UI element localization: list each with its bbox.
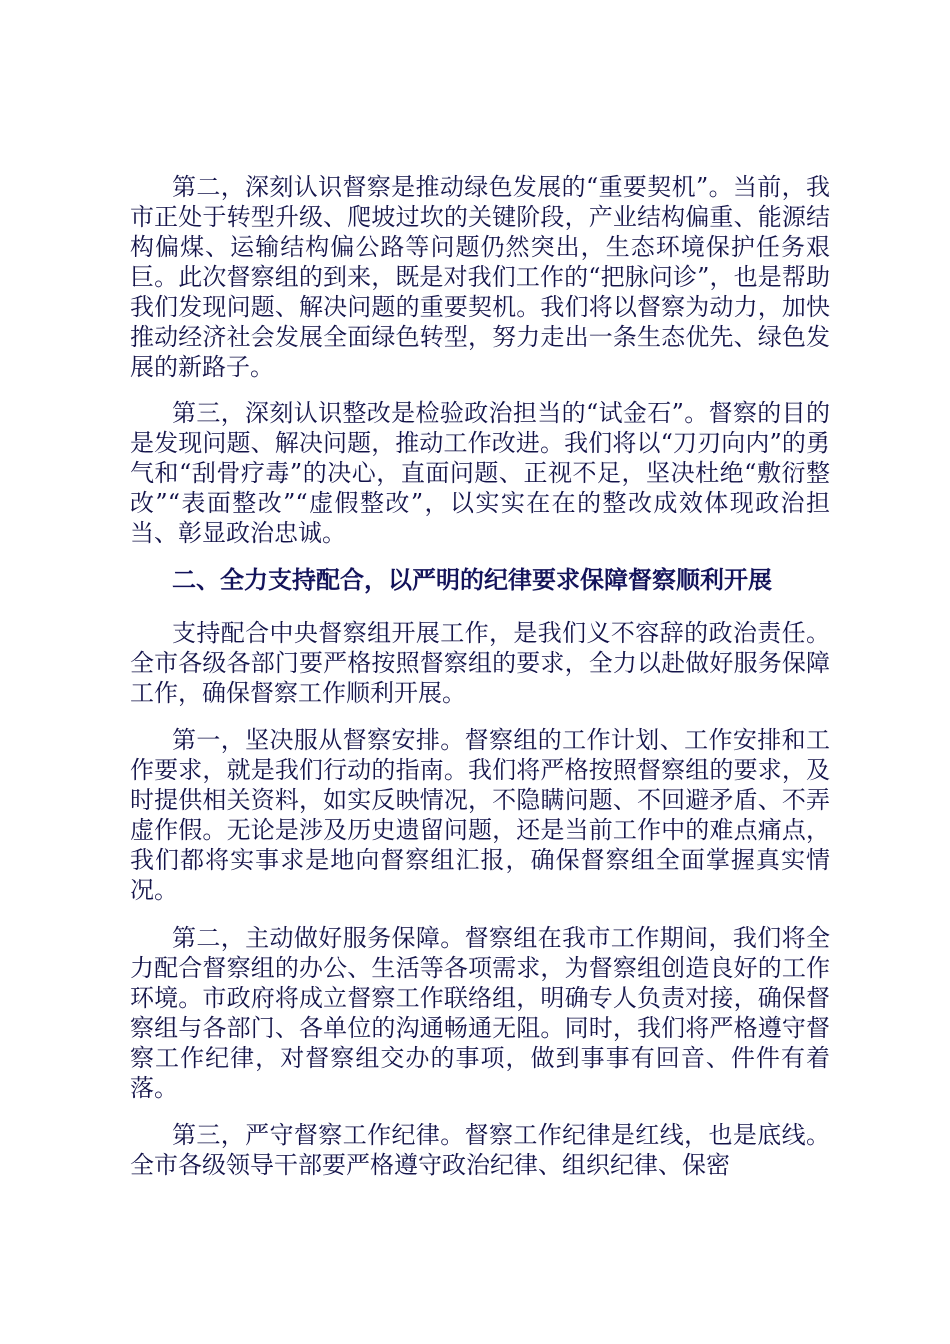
paragraph-rectification: 第三，深刻认识整改是检验政治担当的“试金石”。督察的目的是发现问题、解决问题，推动工作改进。我们将以“刀刃向内”的勇气和“刮骨疗毒”的决心，直面问题、正视不足，坚决杜绝“敷衍整改”“表面整改”“虚假整改”，以实实在在的整改成效体现政治担当、彰显政治忠诚。 <box>130 399 830 547</box>
paragraph-green-development: 第二，深刻认识督察是推动绿色发展的“重要契机”。当前，我市正处于转型升级、爬坡过坎的关键阶段，产业结构偏重、能源结构偏煤、运输结构偏公路等问题仍然突出，生态环境保护任务艰巨。此次督察组的到来，既是对我们工作的“把脉问诊”，也是帮助我们发现问题、解决问题的重要契机。我们将以督察为动力，加快推动经济社会发展全面绿色转型，努力走出一条生态优先、绿色发展的新路子。 <box>130 173 830 381</box>
paragraph-service-guarantee: 第二，主动做好服务保障。督察组在我市工作期间，我们将全力配合督察组的办公、生活等各项需求，为督察组创造良好的工作环境。市政府将成立督察工作联络组，明确专人负责对接，确保督察组与各部门、各单位的沟通畅通无阻。同时，我们将严格遵守督察工作纪律，对督察组交办的事项，做到事事有回音、件件有着落。 <box>130 924 830 1102</box>
paragraph-obey-arrangement: 第一，坚决服从督察安排。督察组的工作计划、工作安排和工作要求，就是我们行动的指南。我们将严格按照督察组的要求，及时提供相关资料，如实反映情况，不隐瞒问题、不回避矛盾、不弄虚作假。无论是涉及历史遗留问题，还是当前工作中的难点痛点，我们都将实事求是地向督察组汇报，确保督察组全面掌握真实情况。 <box>130 726 830 904</box>
paragraph-discipline: 第三，严守督察工作纪律。督察工作纪律是红线，也是底线。全市各级领导干部要严格遵守政治纪律、组织纪律、保密 <box>130 1121 830 1179</box>
paragraph-support-intro: 支持配合中央督察组开展工作，是我们义不容辞的政治责任。全市各级各部门要严格按照督察组的要求，全力以赴做好服务保障工作，确保督察工作顺利开展。 <box>130 619 830 707</box>
section-heading: 二、全力支持配合，以严明的纪律要求保障督察顺利开展 <box>172 565 772 594</box>
